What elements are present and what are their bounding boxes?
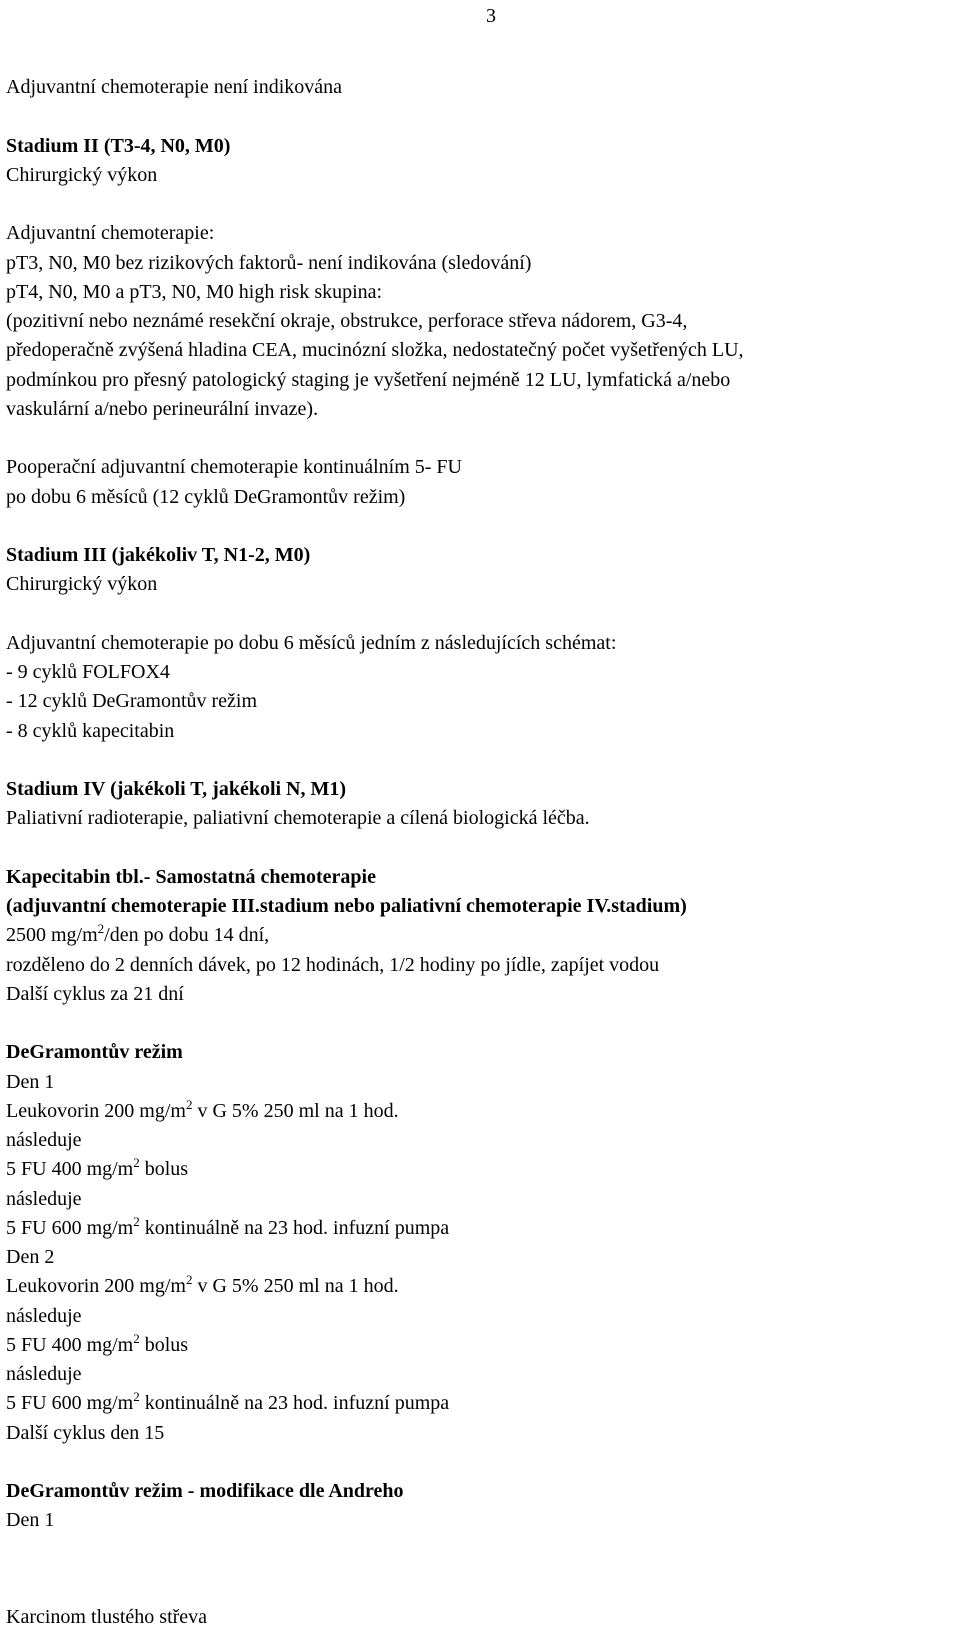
paragraph-line: následuje [6,1363,82,1385]
section-heading-capecitabine: Kapecitabin tbl.- Samostatná chemoterapie [6,865,376,888]
dose-text: Leukovorin 200 mg/m [6,1099,186,1122]
page-number: 3 [486,5,496,27]
dose-line [6,1155,946,1184]
section-heading-stage-2: Stadium II (T3-4, N0, M0) [6,134,231,157]
paragraph-line: následuje [6,1129,82,1151]
dose-text: 5 FU 600 mg/m [6,1216,134,1239]
paragraph-line: Adjuvantní chemoterapie po dobu 6 měsíců jedním z následujících schémat: [6,631,617,654]
blank-line [6,1009,946,1038]
page-footer: Karcinom tlustého střeva [6,1606,208,1628]
paragraph-line: vaskulární a/nebo perineurální invaze). [6,397,319,420]
blank-line [6,102,946,131]
paragraph-line: Další cyklus za 21 dní [6,982,184,1005]
section-heading-degramont: DeGramontův režim [6,1041,183,1064]
day-label: Den 1 [6,1509,55,1532]
paragraph-line: rozděleno do 2 denních dávek, po 12 hodinách, 1/2 hodiny po jídle, zapíjet vodou [6,953,660,976]
blank-line [6,1448,946,1477]
paragraph-line: předoperačně zvýšená hladina CEA, mucinózní složka, nedostatečný počet vyšetřených LU, [6,339,744,362]
list-item: - 9 cyklů FOLFOX4 [6,661,170,683]
section-heading-stage-3: Stadium III (jakékoliv T, N1-2, M0) [6,544,311,566]
dose-line [6,1097,946,1126]
day-label: Den 1 [6,1070,55,1093]
section-subheading-capecitabine: (adjuvantní chemoterapie III.stadium nebo paliativní chemoterapie IV.stadium) [6,895,687,917]
dose-text: 5 FU 400 mg/m [6,1158,134,1181]
paragraph-line: následuje [6,1304,82,1327]
paragraph-line: Paliativní radioterapie, paliativní chemoterapie a cílená biologická léčba. [6,807,590,830]
dose-text: Leukovorin 200 mg/m [6,1275,186,1298]
dose-text: 5 FU 400 mg/m [6,1333,134,1356]
dose-text: 5 FU 600 mg/m [6,1392,134,1415]
list-item: - 12 cyklů DeGramontův režim [6,690,258,713]
dose-exponent: 2 [97,921,105,937]
dose-text: v G 5% 250 ml na 1 hod. [192,1099,399,1122]
paragraph-line: (pozitivní nebo neznámé resekční okraje, obstrukce, perforace střeva nádorem, G3-4, [6,310,688,332]
paragraph-line: pT4, N0, M0 a pT3, N0, M0 high risk skupina: [6,280,383,303]
day-label: Den 2 [6,1246,55,1268]
blank-line [6,512,946,541]
dose-exponent: 2 [185,1272,193,1288]
paragraph-line: Chirurgický výkon [6,163,158,186]
dose-exponent: 2 [133,1213,140,1229]
blank-line [6,600,946,629]
blank-line [6,834,946,863]
paragraph-line: Chirurgický výkon [6,573,158,596]
paragraph-line: pT3, N0, M0 bez rizikových faktorů- není indikována (sledování) [6,251,532,274]
dose-text: kontinuálně na 23 hod. infuzní pumpa [139,1216,450,1239]
dose-exponent: 2 [133,1155,140,1171]
dose-line [6,1389,946,1418]
blank-line [6,190,946,219]
dose-exponent: 2 [185,1096,193,1112]
paragraph-line: Adjuvantní chemoterapie není indikována [6,76,343,98]
dose-exponent: 2 [133,1330,140,1346]
section-heading-stage-4: Stadium IV (jakékoli T, jakékoli N, M1) [6,778,347,800]
dose-text: v G 5% 250 ml na 1 hod. [192,1275,399,1298]
paragraph-line: Další cyklus den 15 [6,1421,165,1444]
dose-text: 2500 mg/m [6,924,98,947]
dose-line [6,921,946,950]
blank-line [6,424,946,453]
document-body [6,73,946,1536]
dose-text: /den po dobu 14 dní, [104,924,270,947]
dose-line [6,1331,946,1360]
dose-exponent: 2 [133,1389,140,1405]
dose-line [6,1214,946,1243]
paragraph-line: podmínkou pro přesný patologický staging je vyšetření nejméně 12 LU, lymfatická a/nebo [6,368,731,391]
paragraph-line: Pooperační adjuvantní chemoterapie kontinuálním 5- FU [6,456,462,479]
dose-text: kontinuálně na 23 hod. infuzní pumpa [139,1392,450,1415]
paragraph-line: následuje [6,1187,82,1210]
dose-text: bolus [139,1333,189,1356]
list-item: - 8 cyklů kapecitabin [6,719,175,742]
paragraph-line: Adjuvantní chemoterapie: [6,222,215,245]
blank-line [6,746,946,775]
dose-text: bolus [139,1158,189,1181]
dose-line [6,1272,946,1301]
section-heading-degramont-modified: DeGramontův režim - modifikace dle Andreho [6,1480,404,1502]
paragraph-line: po dobu 6 měsíců (12 cyklů DeGramontův režim) [6,485,406,508]
